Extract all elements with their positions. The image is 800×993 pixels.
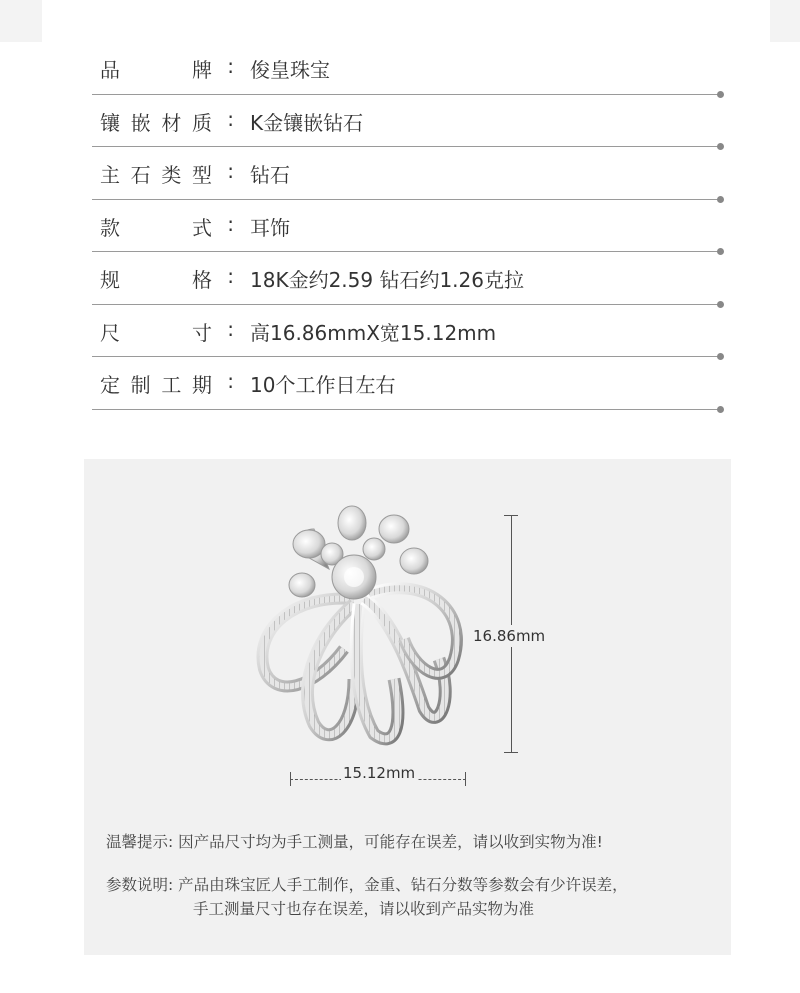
width-dimension-label: 15.12mm [343, 764, 416, 782]
spec-label [100, 316, 234, 346]
spec-value: 10个工作日左右 [250, 373, 396, 397]
spec-label-char: 石 [130, 163, 151, 187]
spec-label-char: 镶 [100, 110, 120, 135]
spec-label [100, 369, 234, 398]
param-label: 参数说明: [106, 876, 174, 894]
spec-label-char: 类 [161, 163, 182, 187]
spec-label-char: 定 [100, 373, 120, 397]
spec-label-char: 质 [191, 110, 212, 135]
row-divider [92, 409, 720, 410]
spec-value: 俊皇珠宝 [250, 58, 330, 82]
spec-label-char: 牌 [192, 58, 212, 82]
param-text-line2: 手工测量尺寸也存在误差，请以收到产品实物为准 [193, 900, 535, 918]
product-photo-panel [84, 459, 731, 955]
spec-row [92, 357, 724, 410]
spec-value: 高16.86mmX宽15.12mm [250, 320, 497, 345]
spec-row [92, 42, 724, 95]
spec-label-colon: : [227, 159, 234, 183]
spec-label-char: 寸 [192, 320, 212, 345]
spec-label-char: 型 [191, 163, 212, 187]
spec-row [92, 147, 724, 200]
spec-row [92, 200, 724, 253]
tip-label: 温馨提示: [106, 833, 174, 851]
spec-value: 耳饰 [250, 215, 290, 240]
spec-row [92, 95, 724, 148]
spec-label [100, 211, 234, 241]
spec-label [100, 264, 234, 293]
spec-label-char: 材 [161, 110, 182, 135]
tip-note [106, 831, 603, 854]
param-note [106, 874, 628, 897]
spec-label-char: 制 [130, 373, 151, 397]
param-text-line1: 产品由珠宝匠人手工制作，金重、钻石分数等参数会有少许误差， [178, 876, 628, 894]
spec-label-colon: : [227, 211, 234, 236]
spec-value: 钻石 [250, 163, 290, 187]
spec-label-colon: : [227, 264, 234, 288]
spec-label-char: 款 [100, 215, 120, 240]
spec-label-char: 品 [100, 58, 120, 82]
spec-label-char: 尺 [100, 320, 120, 345]
spec-label-char: 嵌 [130, 110, 151, 135]
height-dimension-label: 16.86mm [473, 627, 546, 645]
spec-value: 18K金约2.59 钻石约1.26克拉 [250, 268, 524, 292]
top-strip-inner [42, 0, 770, 42]
spec-label-colon: : [227, 106, 234, 131]
spec-label-char: 格 [192, 268, 212, 292]
top-strip [0, 0, 800, 42]
spec-label-char: 工 [161, 373, 182, 397]
ring-image [254, 499, 474, 749]
tip-text: 因产品尺寸均为手工测量，可能存在误差，请以收到实物为准! [178, 833, 603, 851]
spec-label [100, 54, 234, 83]
spec-label [100, 106, 234, 136]
spec-table [92, 42, 724, 410]
spec-label-colon: : [227, 54, 234, 78]
spec-label-char: 式 [192, 215, 212, 240]
diamond-ring-illustration [254, 499, 474, 749]
spec-row [92, 252, 724, 305]
spec-label-colon: : [227, 369, 234, 393]
spec-value: K金镶嵌钻石 [250, 110, 364, 135]
spec-label [100, 159, 234, 188]
spec-label-char: 主 [100, 163, 120, 187]
spec-label-colon: : [227, 316, 234, 341]
spec-label-char: 规 [100, 268, 120, 292]
spec-row [92, 305, 724, 358]
spec-label-char: 期 [191, 373, 212, 397]
divider-dot-icon [717, 406, 724, 413]
